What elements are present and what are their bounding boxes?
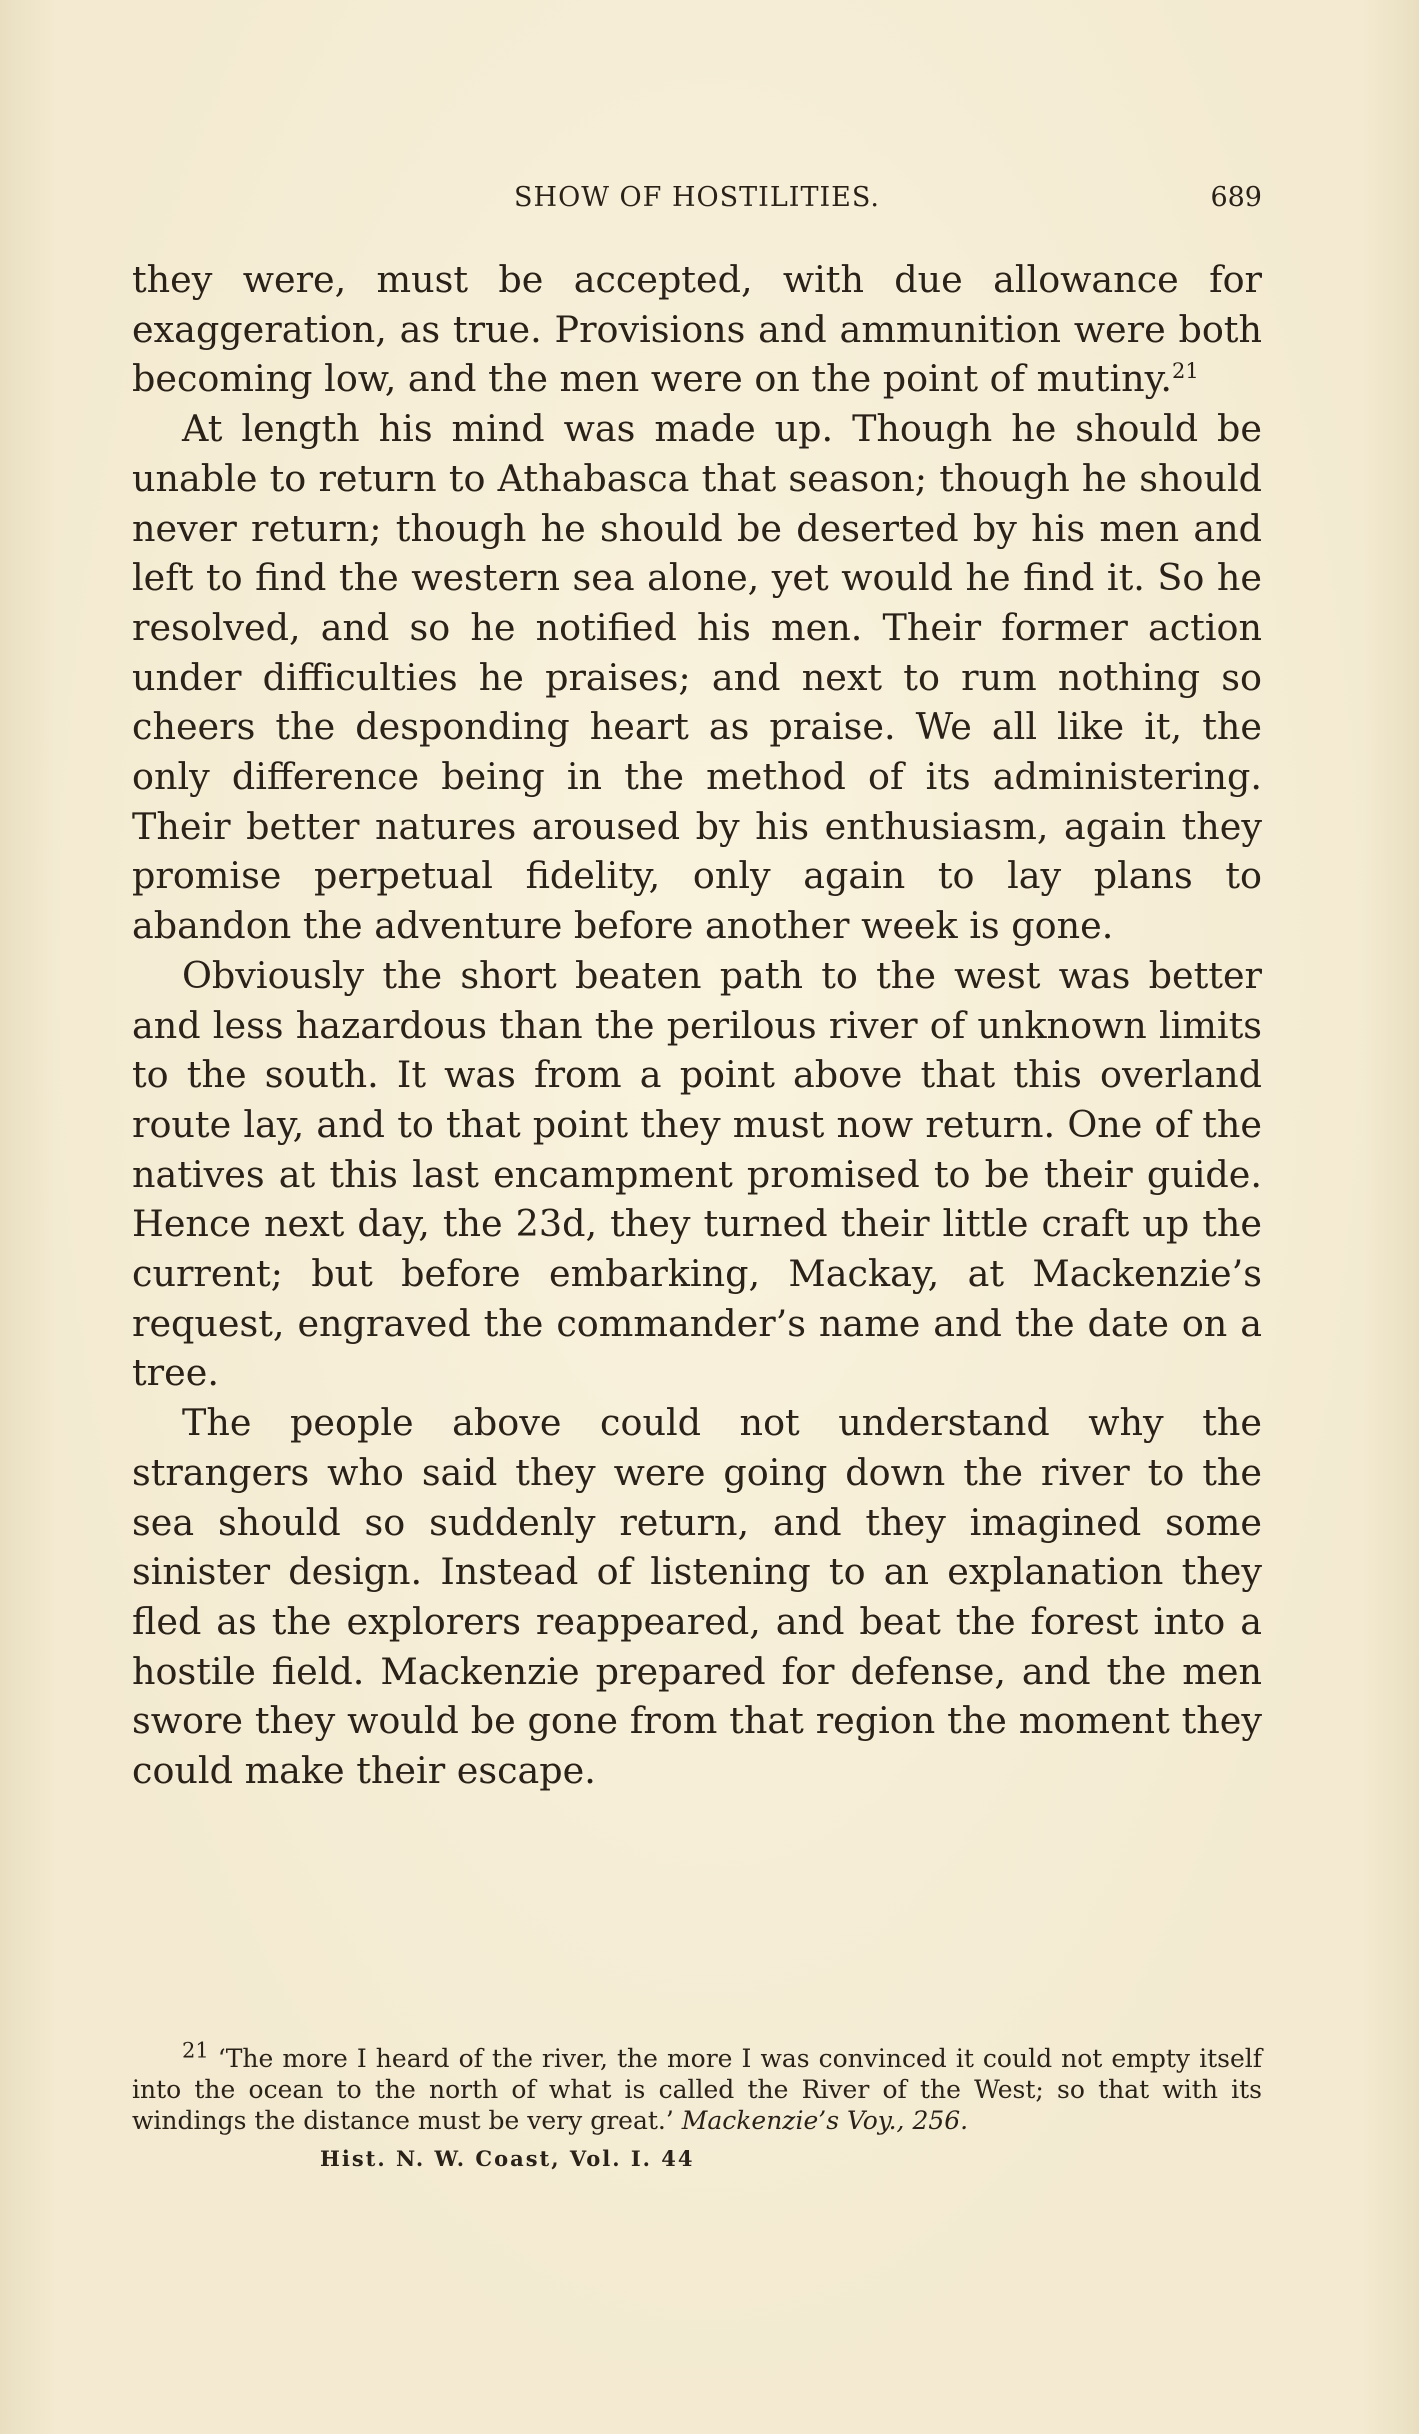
paragraph-1-text: they were, must be accepted, with due allowance for exaggeration, as true. Provisions and ammunition were both becoming low, and the men were on the point of mutiny. (132, 258, 1262, 401)
page-number: 689 (1210, 182, 1262, 213)
footnote-number: 21 (182, 2038, 209, 2063)
paragraph-2: At length his mind was made up. Though he should be unable to return to Athabasca that season; though he should never return; though he should be deserted by his men and left to find the western sea alone, yet would he find it. So he resolved, and so he notified his men. Their former action under difficulties he praises; and next to rum nothing so cheers the desponding heart as praise. We all like it, the only difference being in the method of its administering. Their better natures aroused by his enthusiasm, again they promise perpetual fidelity, only again to lay plans to abandon the adventure before another week is gone. (132, 407, 1262, 948)
paragraph-3: Obviously the short beaten path to the west was better and less hazardous than the perilous river of unknown limits to the south. It was from a point above that this overland route lay, and to that point they must now return. One of the natives at this last encampment promised to be their guide. Hence next day, the 23d, they turned their little craft up the current; but before embarking, Mackay, at Mackenzie’s request, engraved the commander’s name and the date on a tree. (132, 953, 1262, 1395)
running-head (132, 182, 1262, 222)
chapter-running-title: SHOW OF HOSTILITIES. (514, 182, 880, 213)
signature-line: Hist. N. W. Coast, Vol. I. 44 (320, 2146, 695, 2171)
footnote-source: Mackenzie’s Voy., 256. (681, 2106, 969, 2135)
footnote-reference: 21 (1172, 359, 1199, 384)
paragraph-4: The people above could not understand why the strangers who said they were going down the river to the sea should so suddenly return, and they imagined some sinister design. Instead of listening to an explanation they fled as the explorers reappeared, and beat the forest into a hostile field. Mackenzie prepared for defense, and the men swore they would be gone from that region the moment they could make their escape. (132, 1401, 1262, 1793)
footnote (132, 2038, 1262, 2136)
paragraph-1 (132, 255, 1262, 404)
footnote-text: ‘The more I heard of the river, the more I was convinced it could not empty itself into the ocean to the north of what is called the River of the West; so that with its windings the distance must be very great.’ (132, 2044, 1262, 2135)
body-text (132, 255, 1262, 1796)
